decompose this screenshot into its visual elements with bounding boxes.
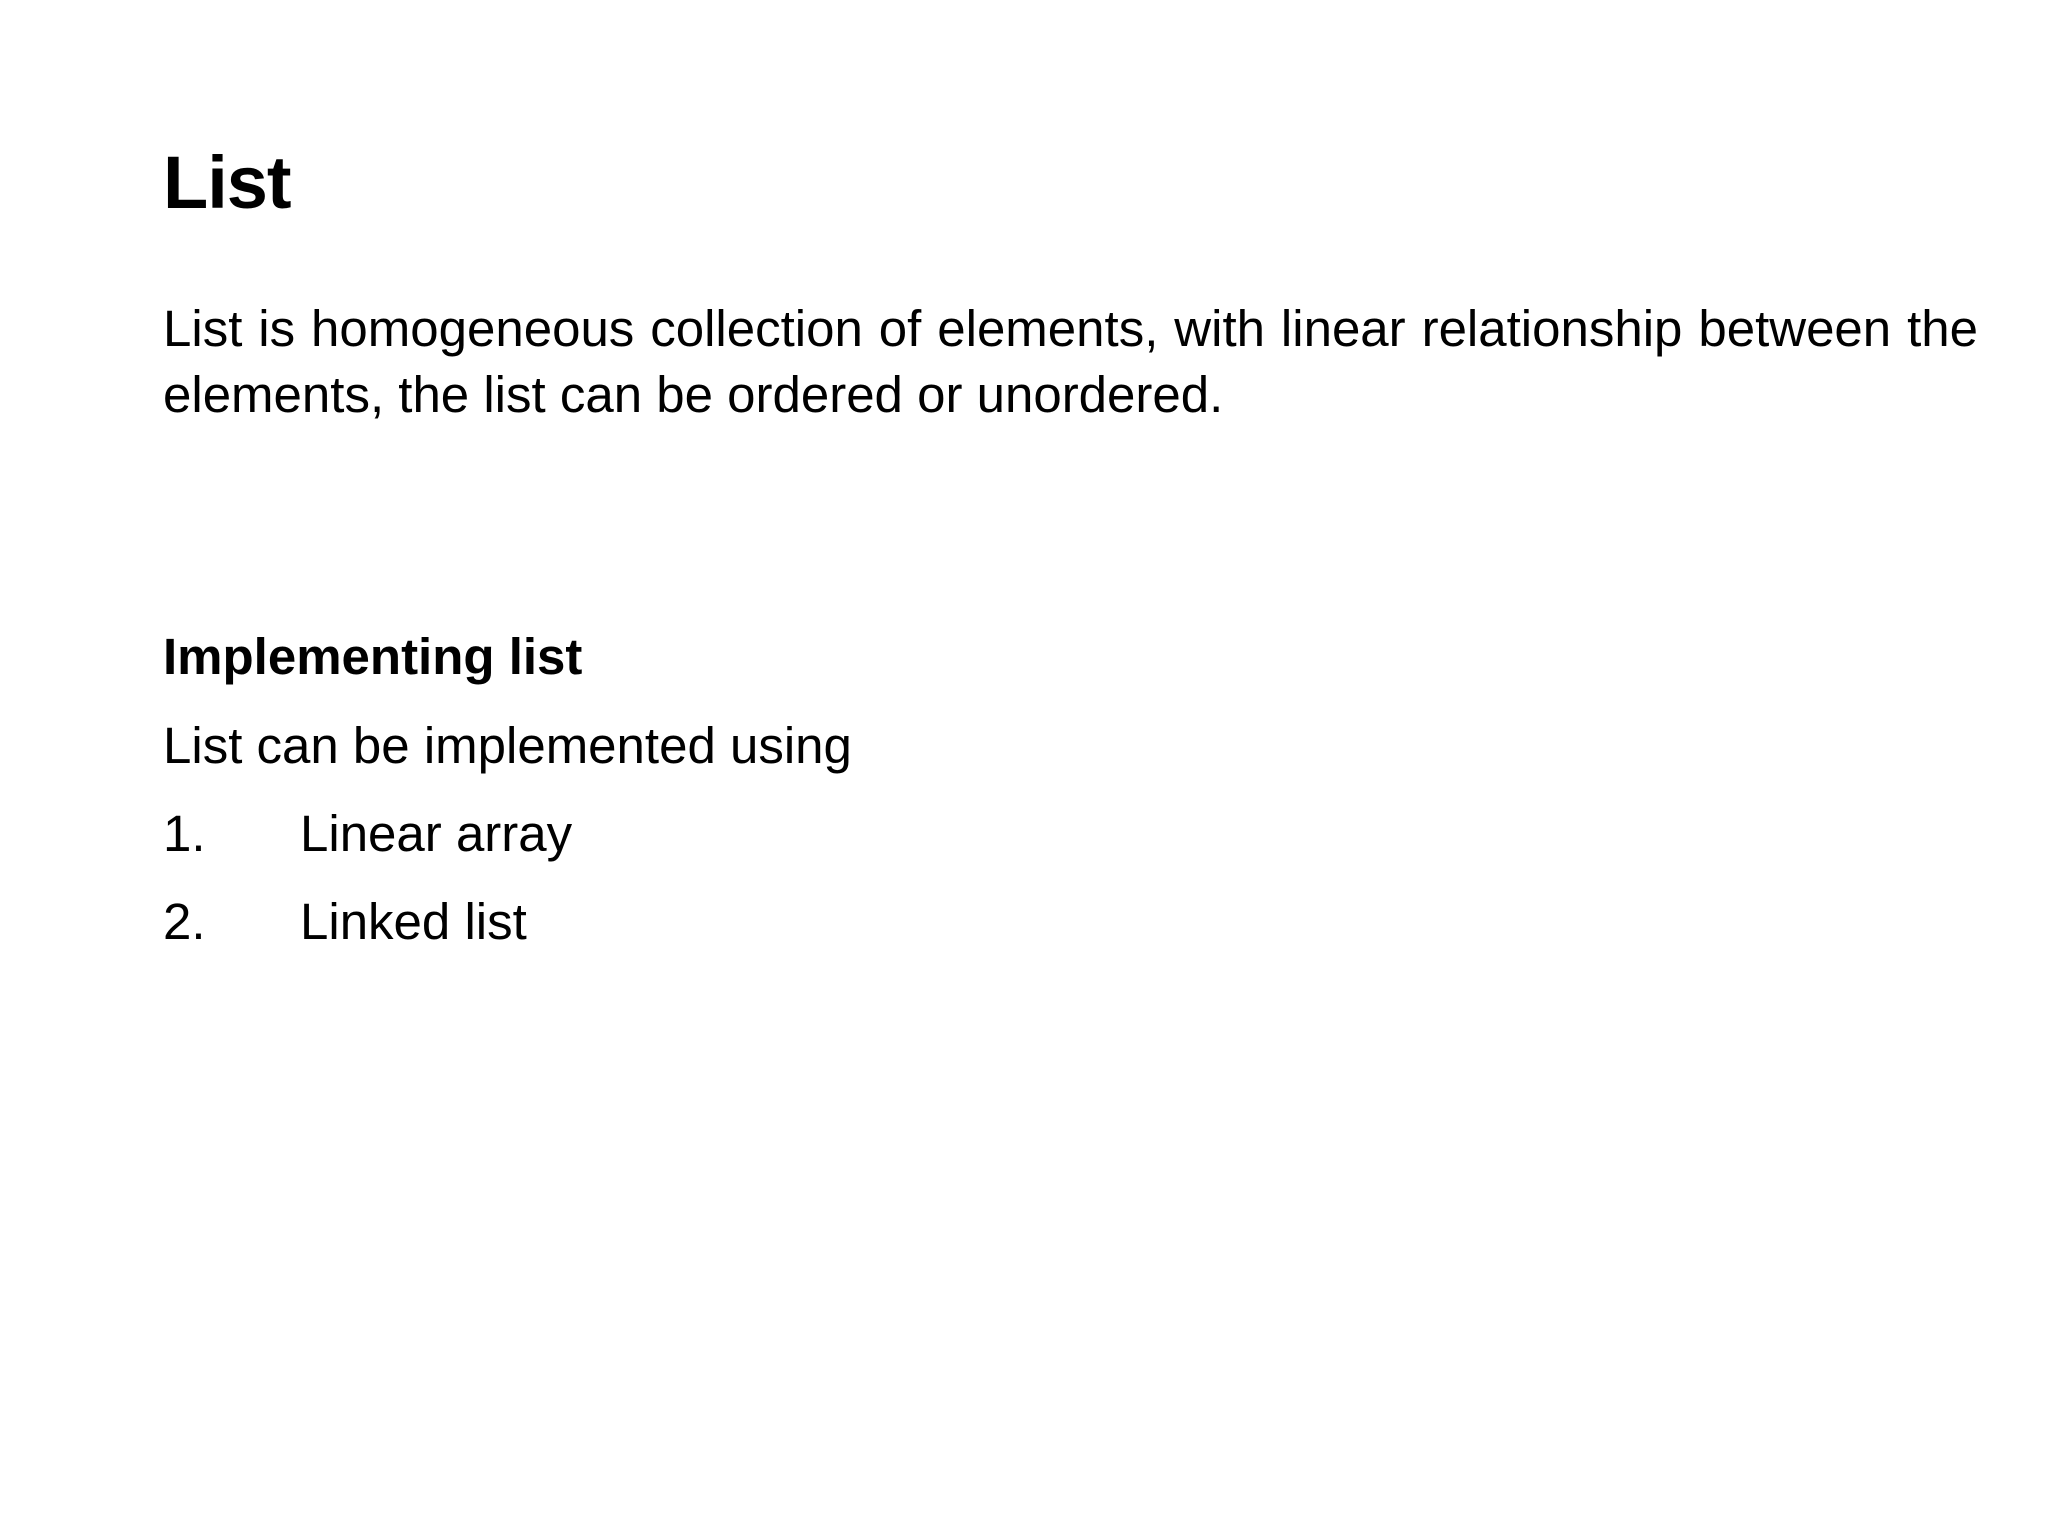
list-item-text: Linear array [300, 805, 573, 862]
list-item-number: 2. [163, 893, 206, 950]
lead-text: List can be implemented using [163, 717, 852, 774]
list-item-number: 1. [163, 805, 206, 862]
section-heading: Implementing list [163, 628, 583, 685]
list-item-text: Linked list [300, 893, 527, 950]
intro-paragraph: List is homogeneous collection of elements, with linear relationship between the elements, the list can be ordered or unordered. [163, 300, 1978, 423]
slide-title: List [163, 141, 291, 224]
